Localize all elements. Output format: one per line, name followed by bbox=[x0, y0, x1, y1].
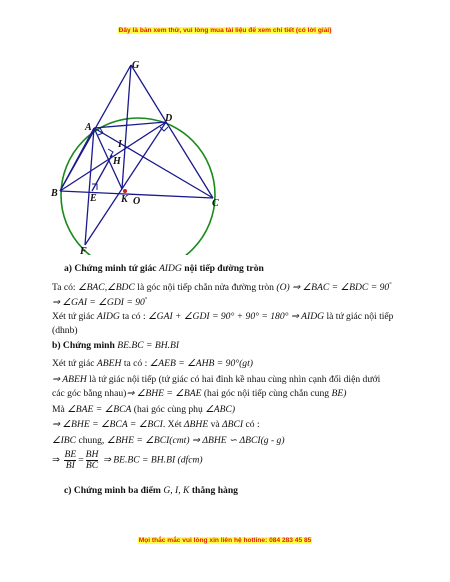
part-a-line-3: Xét tứ giác AIDG ta có : ∠GAI + ∠GDI = 90° + 90° = 180° ⇒ AIDG là tứ giác nội tiếp bbox=[52, 311, 394, 322]
point-o bbox=[123, 189, 127, 193]
part-b-heading: b) Chứng minh BE.BC = BH.BI bbox=[52, 340, 180, 351]
part-b-line-6: ∠IBC chung, ∠BHE = ∠BCI(cmt) ⇒ ΔBHE ∽ ΔBCI(g - g) bbox=[52, 435, 285, 446]
label-c: C bbox=[212, 198, 219, 209]
part-b-line-3: các góc bằng nhau)⇒ ∠BHE = ∠BAE (hai góc nội tiếp cùng chắn cung BE) bbox=[52, 388, 347, 399]
part-b-line-7: ⇒ $\frac{BE}{BI}$ = $\frac{BH}{BC}$ ⇒ BE.BC = BH.BI (dfcm) bbox=[52, 449, 203, 471]
label-f: F bbox=[80, 246, 87, 255]
segment-ba bbox=[60, 128, 94, 191]
label-h: H bbox=[113, 156, 121, 167]
label-g: G bbox=[132, 60, 140, 71]
segment-gk bbox=[122, 65, 131, 189]
part-c-heading: c) Chứng minh ba điểm G, I, K thẳng hàng bbox=[64, 485, 238, 496]
circle-o bbox=[61, 118, 215, 255]
top-banner-text: Đây là bản xem thử, vui lòng mua tài liệu để xem chi tiết (có lời giải) bbox=[118, 27, 332, 34]
bottom-banner-text: Mọi thắc mắc vui lòng xin liên hệ hotline: 084 283 45 85 bbox=[138, 537, 312, 544]
label-i: I bbox=[118, 139, 122, 150]
label-o: O bbox=[133, 196, 141, 207]
fraction-be-bi: $\frac{BE}{BI}$ bbox=[64, 449, 77, 471]
label-e: E bbox=[90, 193, 97, 204]
geometry-figure bbox=[50, 55, 240, 255]
bottom-banner bbox=[0, 537, 450, 544]
part-a-heading: a) Chứng minh tứ giác AIDG nội tiếp đường tròn bbox=[64, 263, 264, 274]
fraction-bh-bc: $\frac{BH}{BC}$ bbox=[85, 449, 99, 471]
part-a-line-4: (dhnb) bbox=[52, 325, 78, 336]
label-k: K bbox=[121, 194, 128, 205]
part-b-line-1: Xét tứ giác ABEH ta có : ∠AEB = ∠AHB = 90°(gt) bbox=[52, 358, 253, 369]
segment-ac bbox=[94, 128, 213, 198]
part-a-line-1: Ta có: ∠BAC,∠BDC là góc nội tiếp chắn nửa đường tròn (O) ⇒ ∠BAC = ∠BDC = 90° bbox=[52, 282, 392, 293]
top-banner bbox=[0, 27, 450, 34]
label-b: B bbox=[51, 188, 58, 199]
part-b-line-2: ⇒ ABEH là tứ giác nội tiếp (tứ giác có hai đỉnh kề nhau cùng nhìn cạnh đối diện dưới bbox=[52, 374, 381, 385]
label-d: D bbox=[165, 113, 173, 124]
segment-gc bbox=[131, 65, 213, 198]
part-b-line-4: Mà ∠BAE = ∠BCA (hai góc cùng phụ ∠ABC) bbox=[52, 404, 236, 415]
part-a-line-2: ⇒ ∠GAI = ∠GDI = 90° bbox=[52, 297, 148, 308]
part-b-line-5: ⇒ ∠BHE = ∠BCA = ∠BCI. Xét ΔBHE và ΔBCI có : bbox=[52, 419, 260, 430]
label-a: A bbox=[85, 122, 92, 133]
